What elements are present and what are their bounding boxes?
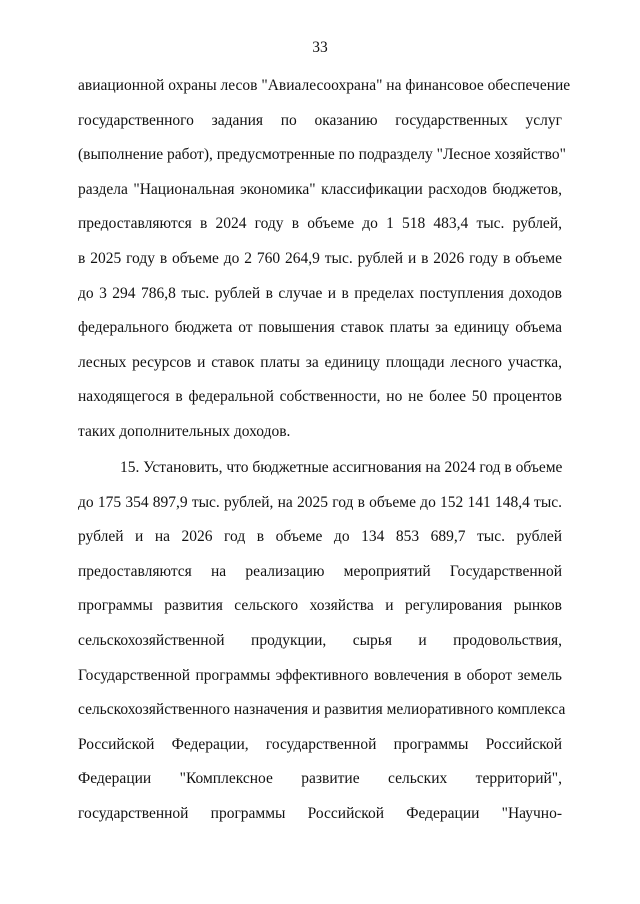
paragraph-line: в 2025 году в объеме до 2 760 264,9 тыс. рублей и в 2026 году в объеме xyxy=(78,249,562,267)
paragraph-line: до 3 294 786,8 тыс. рублей в случае и в пределах поступления доходов xyxy=(78,284,562,302)
paragraph-line: сельскохозяйственной продукции, сырья и продовольствия, xyxy=(78,631,562,649)
paragraph-2 xyxy=(78,458,566,839)
paragraph-line: рублей и на 2026 год в объеме до 134 853 689,7 тыс. рублей xyxy=(78,528,562,546)
paragraph-line: федерального бюджета от повышения ставок платы за единицу объема xyxy=(78,319,562,337)
paragraph-line: государственной программы Российской Федерации "Научно- xyxy=(78,804,562,822)
page-number: 33 xyxy=(312,39,328,56)
paragraph-line: предоставляются в 2024 году в объеме до 1 518 483,4 тыс. рублей, xyxy=(78,215,562,233)
paragraph-1 xyxy=(78,76,571,457)
paragraph-line: программы развития сельского хозяйства и регулирования рынков xyxy=(78,597,562,615)
paragraph-line: таких дополнительных доходов. xyxy=(78,422,291,440)
paragraph-line: Федерации "Комплексное развитие сельских территорий", xyxy=(78,770,562,788)
paragraph-line: до 175 354 897,9 тыс. рублей, на 2025 год в объеме до 152 141 148,4 тыс. xyxy=(78,493,562,511)
paragraph-line: Государственной программы эффективного вовлечения в оборот земель xyxy=(78,666,562,684)
paragraph-line: раздела "Национальная экономика" классификации расходов бюджетов, xyxy=(78,180,562,198)
paragraph-line: лесных ресурсов и ставок платы за единицу площади лесного участка, xyxy=(78,353,562,371)
paragraph-line: находящегося в федеральной собственности, но не более 50 процентов xyxy=(78,388,562,406)
paragraph-line: (выполнение работ), предусмотренные по подразделу "Лесное хозяйство" xyxy=(78,146,566,164)
paragraph-line: предоставляются на реализацию мероприятий Государственной xyxy=(78,562,562,580)
paragraph-line: 15. Установить, что бюджетные ассигнования на 2024 год в объеме xyxy=(120,459,563,476)
paragraph-line: авиационной охраны лесов "Авиалесоохрана" на финансовое обеспечение xyxy=(78,77,571,94)
paragraph-line: сельскохозяйственного назначения и развития мелиоративного комплекса xyxy=(78,701,566,719)
paragraph-line: государственного задания по оказанию государственных услуг xyxy=(78,111,562,129)
paragraph-line: Российской Федерации, государственной программы Российской xyxy=(78,735,562,753)
